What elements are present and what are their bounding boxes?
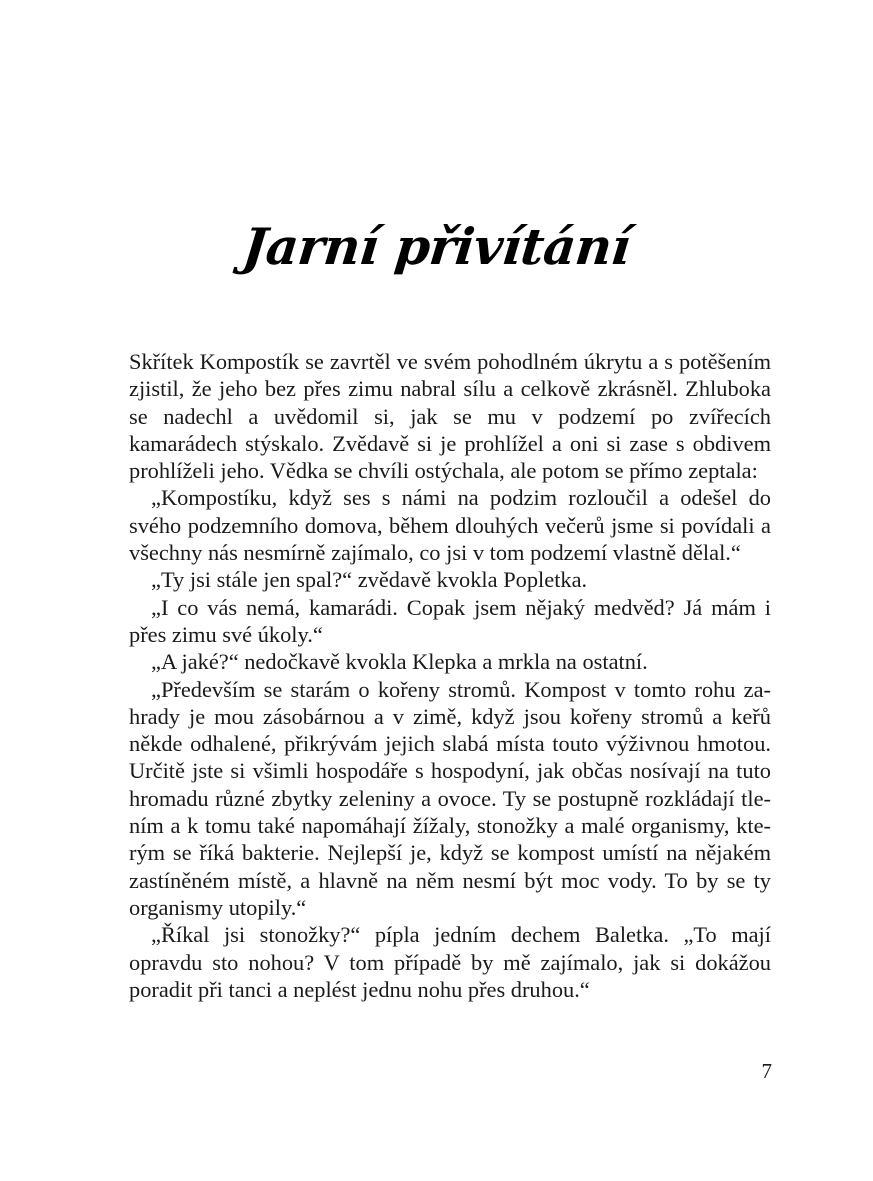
- paragraph: „Kompostíku, když ses s námi na podzim rozloučil a odešel do svého podzemního domova, během dlouhých večerů jsme si povídali a všechny nás nesmírně zajímalo, co jsi v tom podzemí vlastně dělal.“: [129, 485, 771, 566]
- paragraph: Skřítek Kompostík se zavrtěl ve svém pohodlném úkrytu a s potěšením zjistil, že jeho bez přes zimu nabral sílu a celkově zkrásněl. Zhluboka se nadechl a uvědomil si, jak se mu v podzemí po zvířecích kamarádech stýskalo. Zvědavě si je prohlížel a oni si zase s obdivem prohlíželi jeho. Vědka se chvíli ostýchala, ale potom se přímo zeptala:: [129, 349, 771, 484]
- paragraph: „I co vás nemá, kamarádi. Copak jsem nějaký medvěd? Já mám i přes zimu své úkoly.“: [129, 594, 771, 647]
- paragraph: „Ty jsi stále jen spal?“ zvědavě kvokla Popletka.: [151, 567, 588, 593]
- chapter-title: Jarní přivítání: [240, 216, 634, 276]
- paragraph: „Říkal jsi stonožky?“ pípla jedním dechem Baletka. „To mají opravdu sto nohou? V tom případě by mě zajímalo, jak si dokážou poradit při tanci a neplést jednu nohu přes druhou.“: [129, 922, 771, 1002]
- paragraph: „A jaké?“ nedočkavě kvokla Klepka a mrkla na ostatní.: [151, 649, 648, 675]
- paragraph: „Především se starám o kořeny stromů. Kompost v tomto rohu zahrady je mou zásobárnou a v zimě, když jsou kořeny stromů a keřů někde odhalené, přikrývám jejich slabá místa touto výživnou hmotou. Určitě jste si všimli hospodáře s hospodyní, jak občas nosívají na tuto hromadu různé zbytky zeleniny a ovoce. Ty se postupně rozkládají tlením a k tomu také napomáhají žížaly, stonožky a malé organismy, kterým se říká bakterie. Nejlepší je, když se kompost umístí na nějakém zastíněném místě, a hlavně na něm nesmí být moc vody. To by se ty organismy utopily.“: [129, 676, 771, 920]
- page-number: 7: [761, 1059, 772, 1083]
- body-text: [129, 348, 771, 1003]
